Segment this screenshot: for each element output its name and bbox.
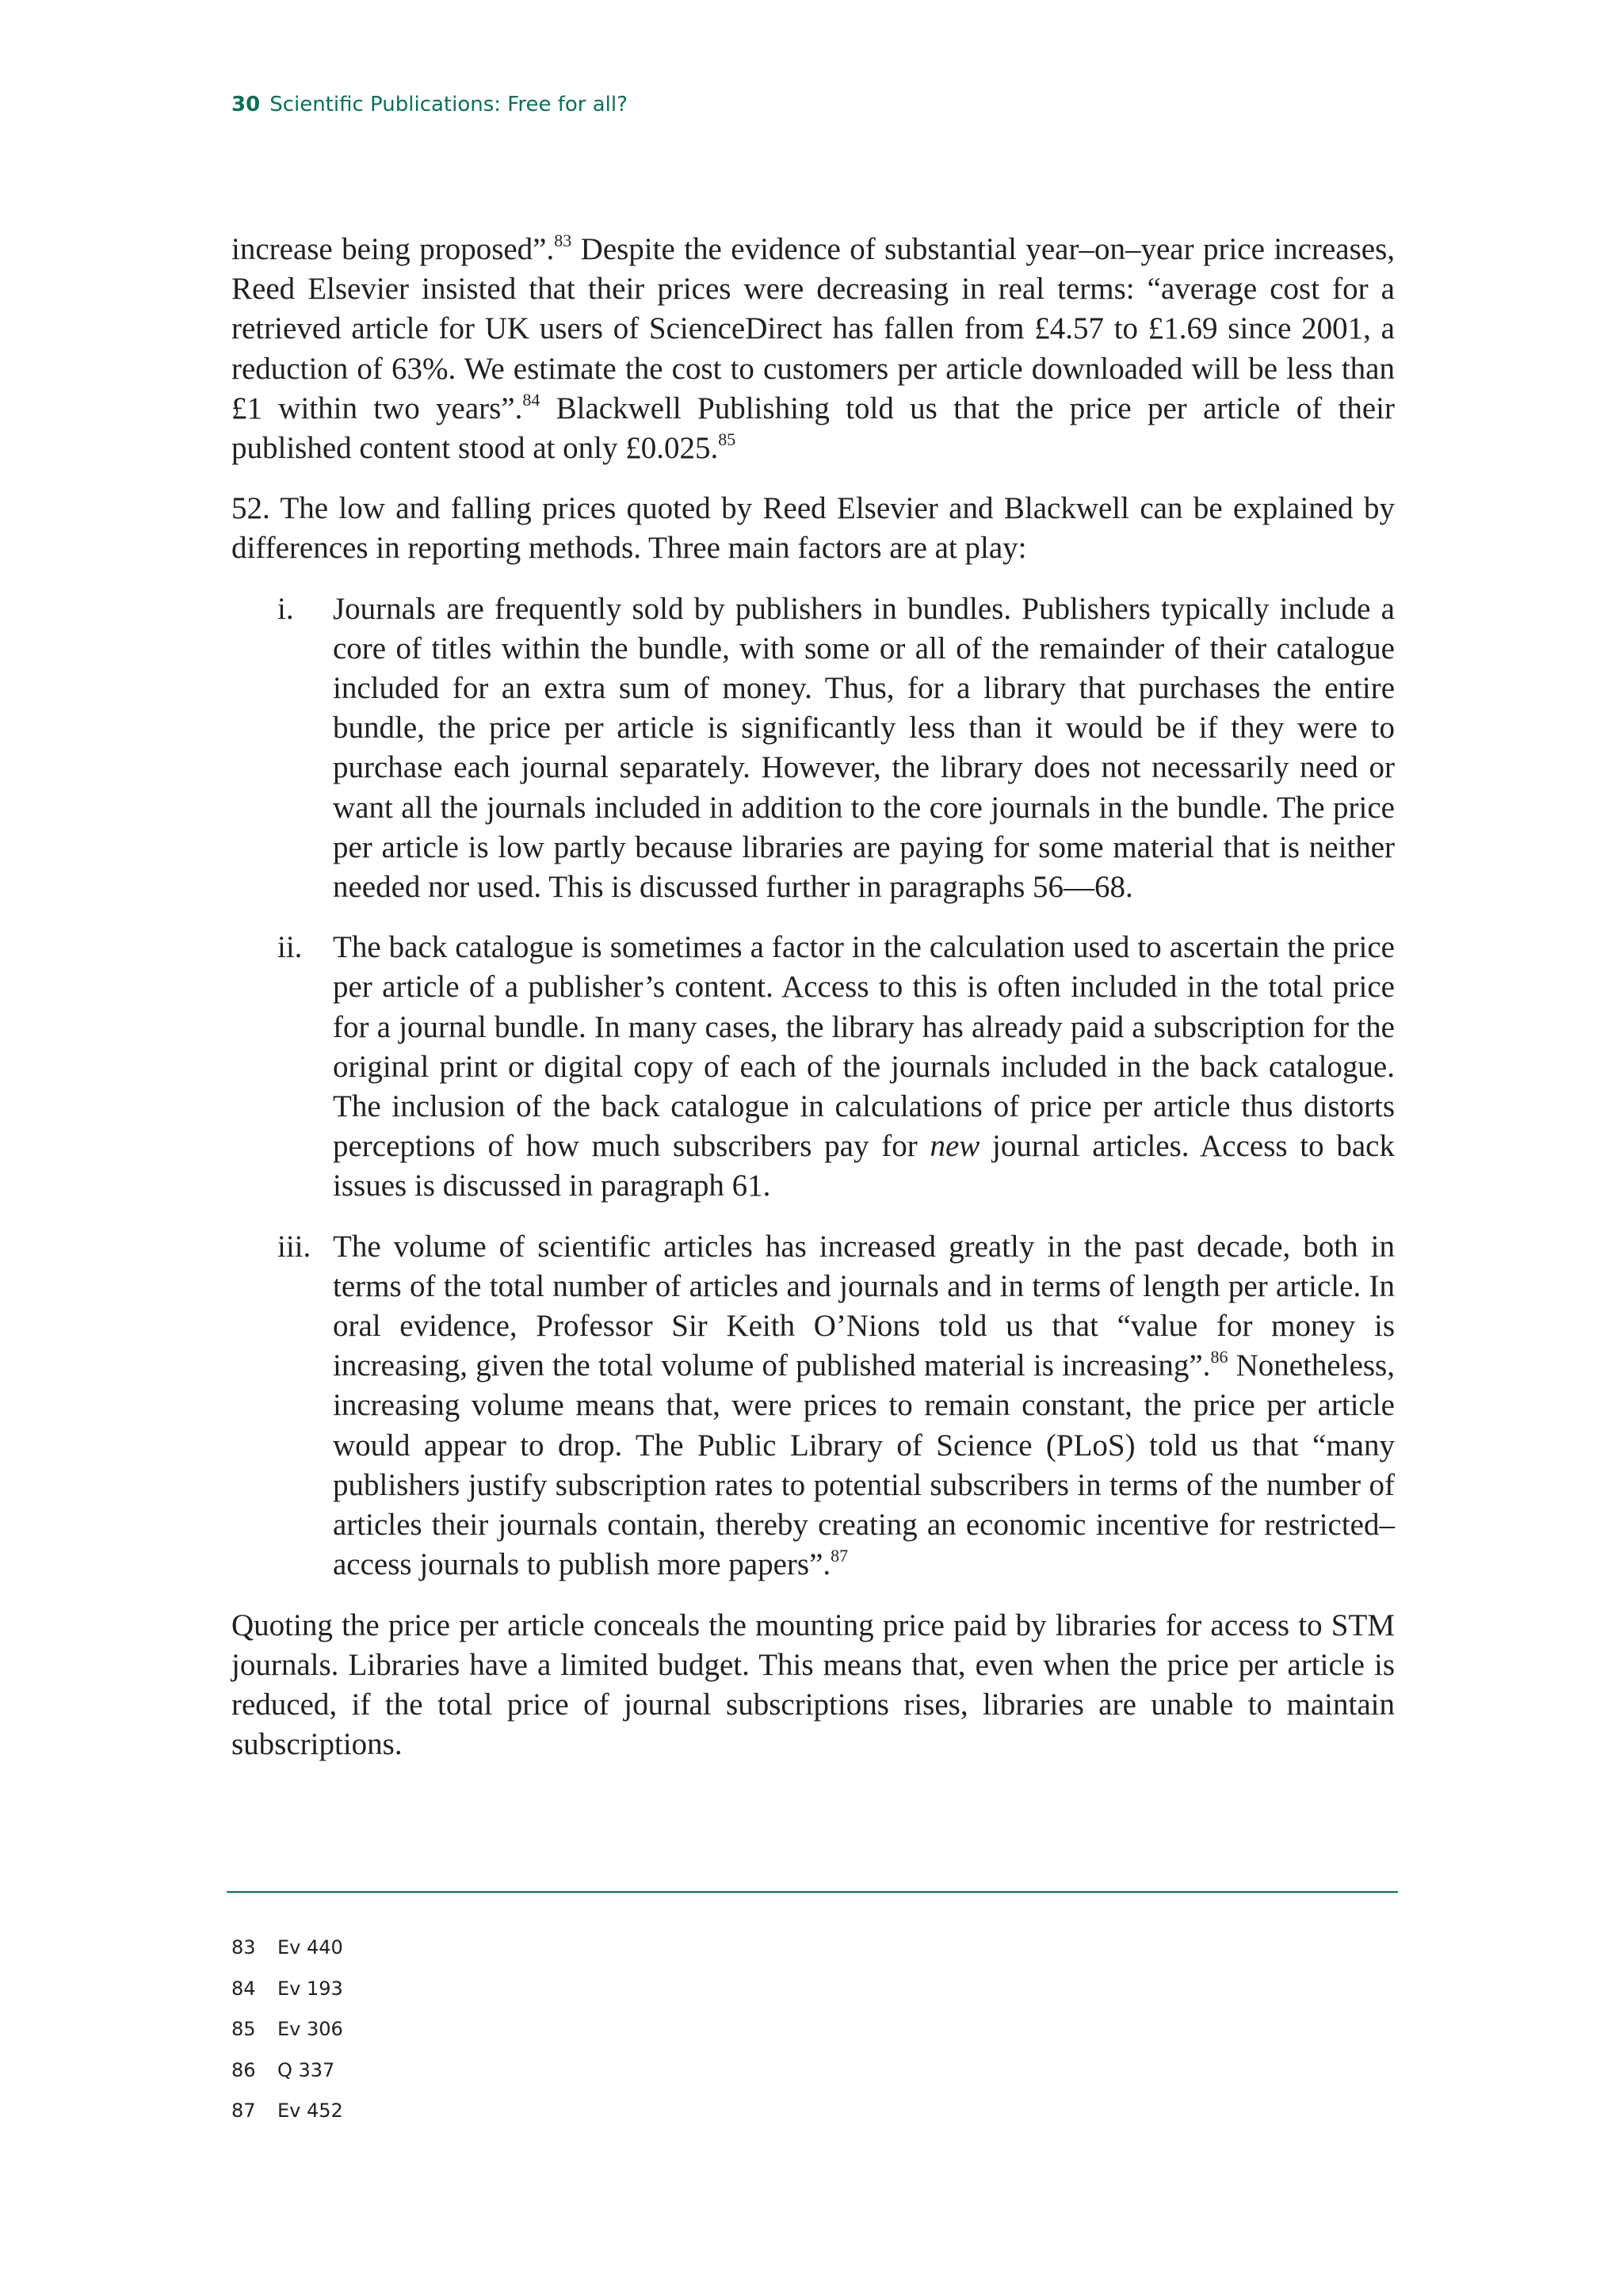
list-item: [231, 589, 1395, 908]
factors-list: [231, 589, 1395, 1585]
footnote: [231, 2018, 343, 2059]
footnote: [231, 2059, 343, 2100]
footnote-text: Ev 306: [277, 2018, 343, 2040]
footnote-ref-85[interactable]: 85: [718, 429, 736, 450]
footnotes: [231, 1936, 343, 2141]
paragraph-continued: [231, 230, 1395, 468]
paragraph-text: Blackwell Publishing told us that the price per article of their published content stood at only £0.025.: [231, 391, 1395, 466]
footnote-number: 86: [231, 2058, 256, 2081]
paragraph-52: 52. The low and falling prices quoted by Reed Elsevier and Blackwell can be explained by differences in reporting methods. Three main factors are at play:: [231, 491, 1395, 566]
list-item-text: journal articles. Access to back issues is discussed in paragraph 61.: [333, 1129, 1395, 1203]
footnote-number: 87: [231, 2100, 256, 2122]
list-item-text: Nonetheless, increasing volume means that, were prices to remain constant, the price per article would appear to drop. The Public Library of Science (PLoS) told us that “many publishers justify subscription rates to potential subscribers in terms of the number of articles their journals contain, thereby creating an economic incentive for restricted–access journals to publish more papers”.: [333, 1348, 1395, 1582]
footnote-text: Ev 440: [277, 1936, 343, 1958]
list-item-text: The volume of scientific articles has increased greatly in the past decade, both in terms of the total number of articles and journals and in terms of length per article. In oral evidence, Professor Sir Keith O’Nions told us that “value for money is increasing, given the total volume of published material is increasing”.: [333, 1229, 1395, 1383]
footnote-ref-84[interactable]: 84: [522, 389, 540, 410]
footnote-number: 84: [231, 1977, 256, 2000]
footnote-ref-83[interactable]: 83: [554, 231, 572, 250]
footnote: [231, 1978, 343, 2019]
list-item: [231, 928, 1395, 1206]
footnote-ref-86[interactable]: 86: [1210, 1347, 1228, 1367]
paragraph-conclusion: Quoting the price per article conceals the mounting price paid by libraries for access to STM journals. Libraries have a limited budget. This means that, even when the price per article is reduced, if the total price of journal subscriptions rises, libraries are unable to maintain subscriptions.: [231, 1608, 1395, 1762]
footnote: [231, 2100, 343, 2141]
list-item-text: Journals are frequently sold by publishers in bundles. Publishers typically include a core of titles within the bundle, with some or all of the remainder of their catalogue included for an extra sum of money. Thus, for a library that purchases the entire bundle, the price per article is significantly less than it would be if they were to purchase each journal separately. However, the library does not necessarily need or want all the journals included in addition to the core journals in the bundle. The price per article is low partly because libraries are paying for some material that is neither needed nor used. This is discussed further in paragraphs 56—68.: [333, 591, 1395, 905]
footnote-number: 85: [231, 2018, 256, 2040]
document-title: Scientific Publications: Free for all?: [269, 93, 628, 116]
footnote-text: Ev 452: [277, 2100, 343, 2122]
list-item: [231, 1227, 1395, 1585]
footnote-number: 83: [231, 1936, 256, 1958]
list-item-number: i.: [277, 591, 294, 626]
footnote: [231, 1936, 343, 1978]
footnote-text: Q 337: [277, 2058, 335, 2081]
running-header: [231, 93, 628, 116]
footnote-divider: [227, 1891, 1398, 1893]
footnote-text: Ev 193: [277, 1977, 343, 2000]
list-item-number: ii.: [277, 930, 303, 965]
page-number: 30: [231, 93, 261, 116]
paragraph-text: increase being proposed”.: [231, 232, 555, 266]
paragraph-text: Despite the evidence of substantial year–on–year price increases, Reed Elsevier insisted that their prices were decreasing in real terms: “average cost for a retrieved article for UK users of ScienceDirect has fallen from £4.57 to £1.69 since 2001, a reduction of 63%. We estimate the cost to customers per article downloaded will be less than £1 within two years”.: [231, 232, 1396, 425]
list-item-number: iii.: [277, 1229, 311, 1264]
body-text: [231, 230, 1395, 1785]
footnote-ref-87[interactable]: 87: [831, 1546, 849, 1566]
list-item-text: The back catalogue is sometimes a factor in the calculation used to ascertain the price per article of a publisher’s content. Access to this is often included in the total price for a journal bundle. In many cases, the library has already paid a subscription for the original print or digital copy of each of the journals included in the back catalogue. The inclusion of the back catalogue in calculations of price per article thus distorts perceptions of how much subscribers pay for: [333, 930, 1395, 1164]
emphasis-text: new: [930, 1129, 980, 1164]
